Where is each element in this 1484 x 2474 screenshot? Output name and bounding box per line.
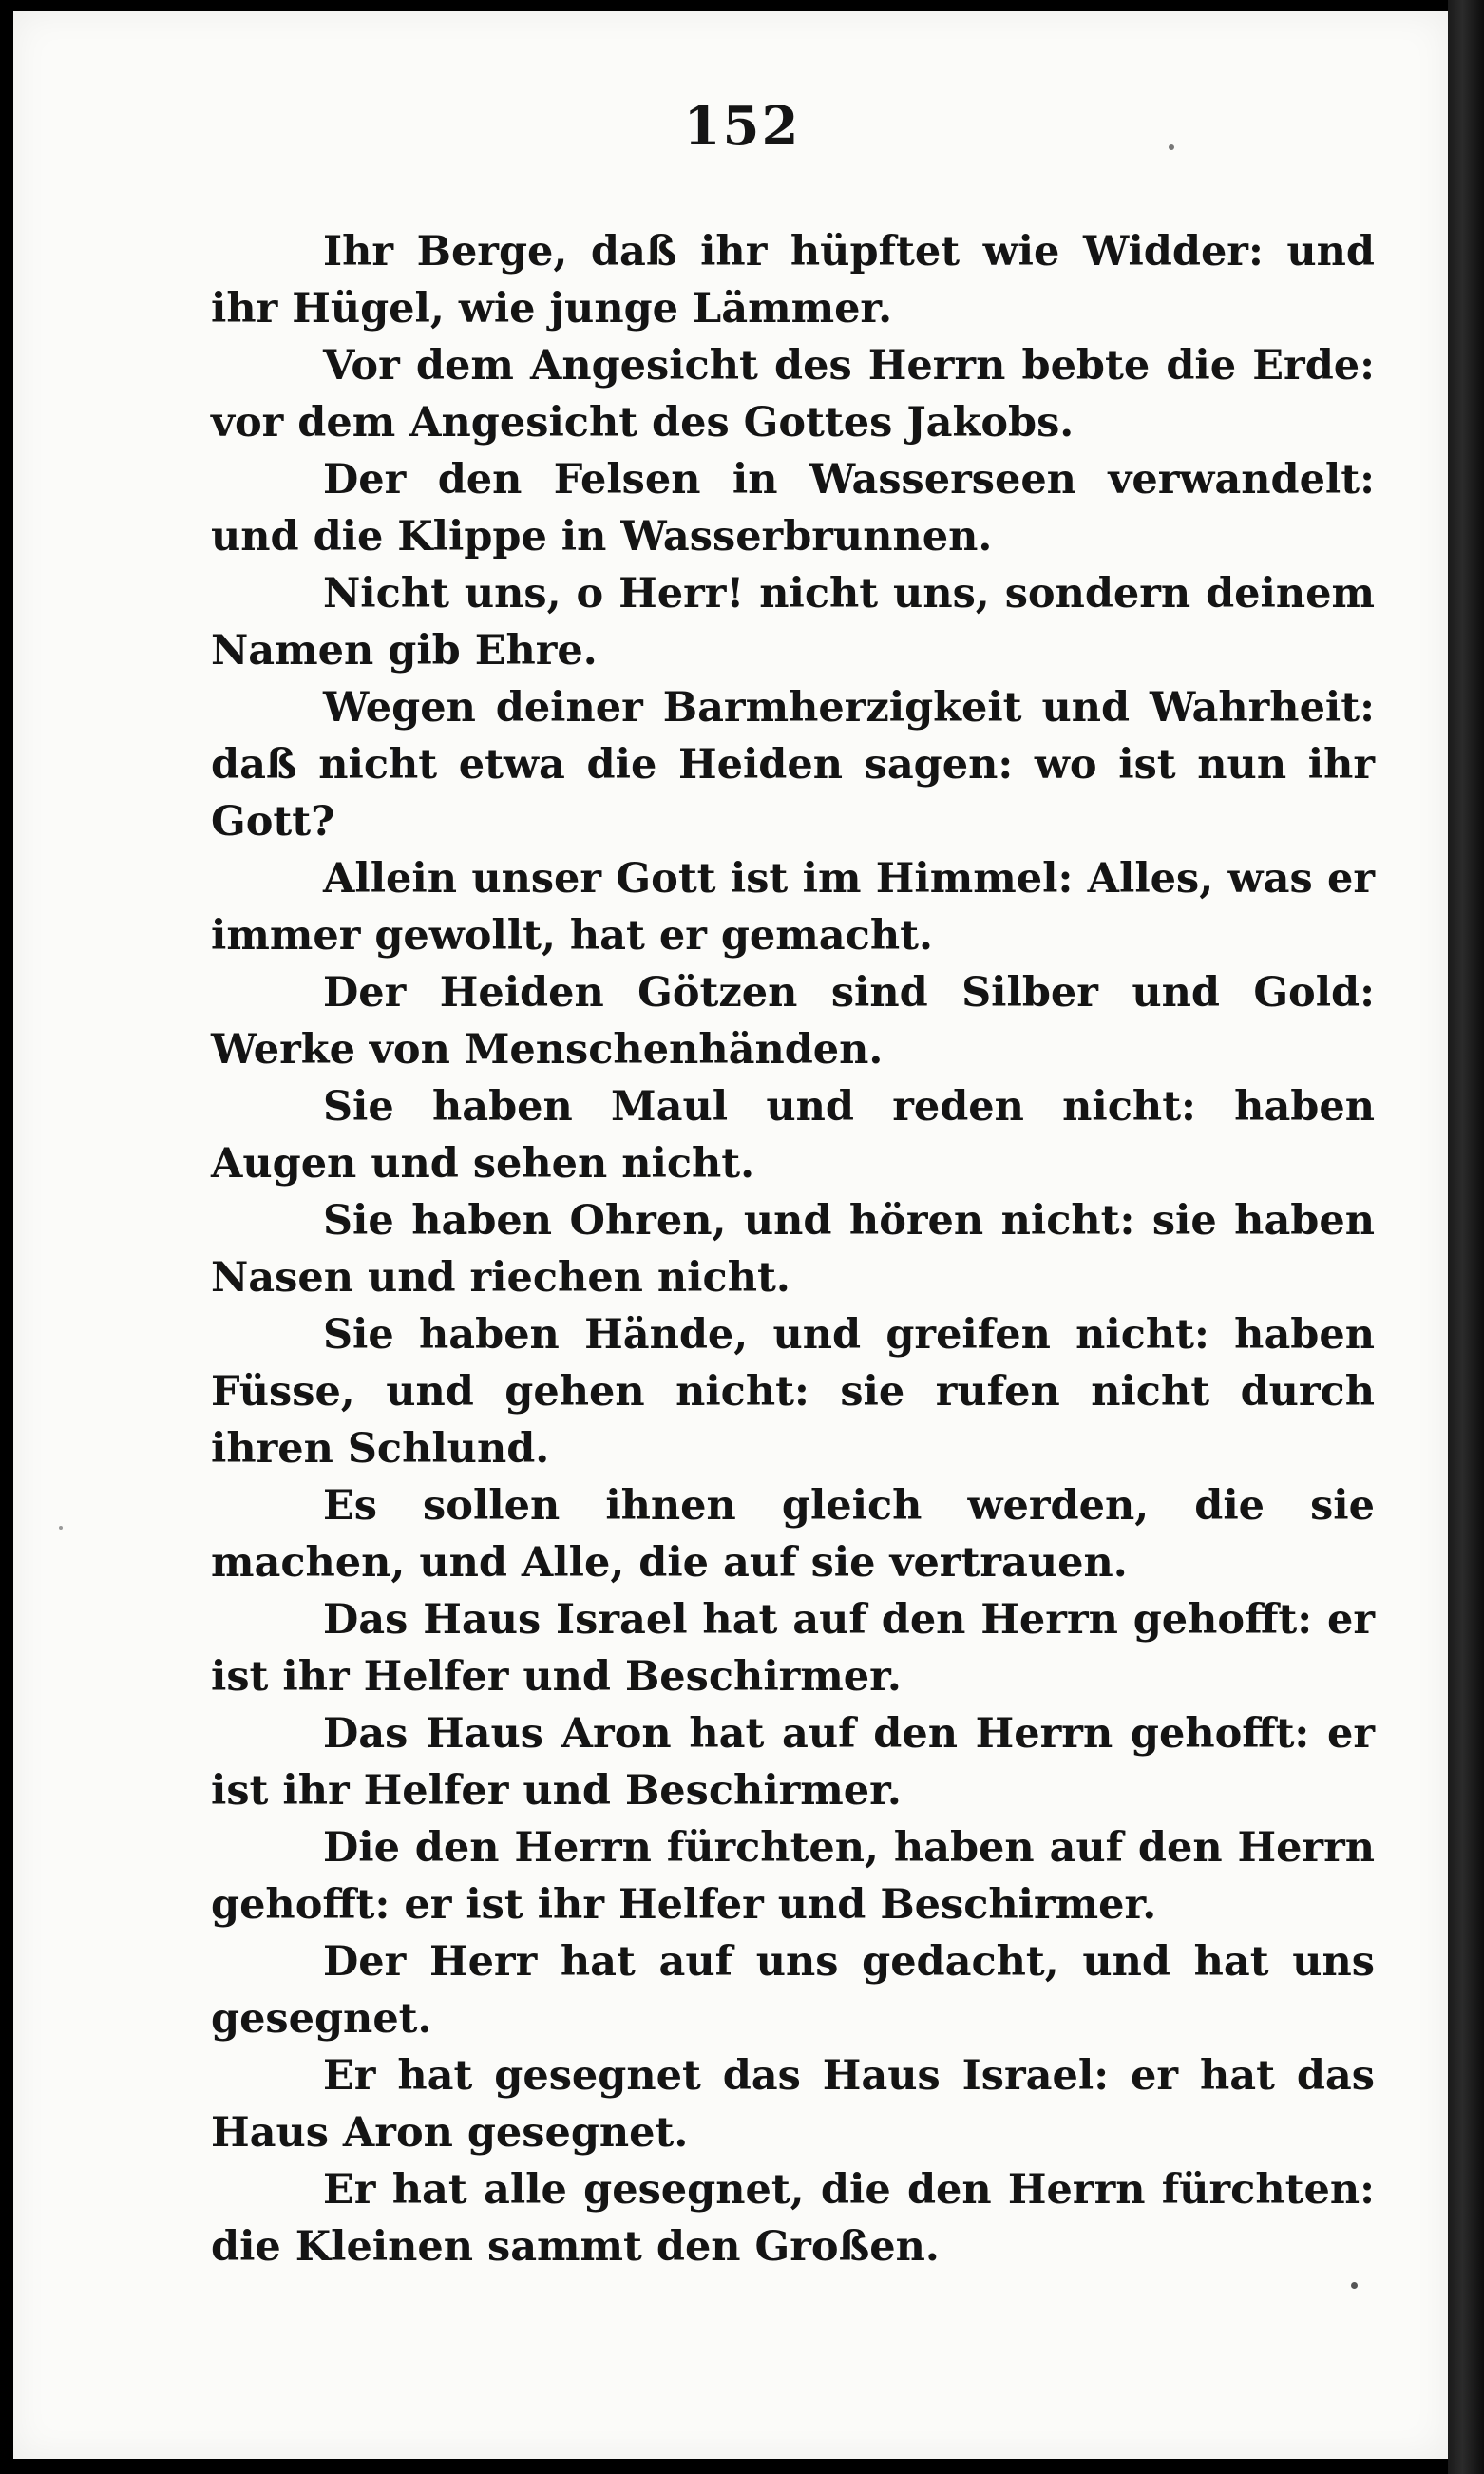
verse: Die den Herrn fürchten, haben auf den Herrn gehofft: er ist ihr Helfer und Beschirmer. — [211, 1824, 1375, 1929]
verse: Sie haben Maul und reden nicht: haben Augen und sehen nicht. — [211, 1083, 1375, 1188]
page-number: 152 — [683, 95, 801, 158]
verse: Ihr Berge, daß ihr hüpftet wie Widder: und ihr Hügel, wie junge Lämmer. — [211, 228, 1375, 333]
verse: Vor dem Angesicht des Herrn bebte die Erde: vor dem Angesicht des Gottes Jakobs. — [211, 342, 1375, 447]
verse: Allein unser Gott ist im Himmel: Alles, was er immer gewollt, hat er gemacht. — [211, 855, 1375, 960]
paper-speck — [59, 1526, 63, 1530]
verse: Er hat alle gesegnet, die den Herrn fürchten: die Kleinen sammt den Großen. — [211, 2166, 1375, 2271]
psalm-text — [211, 223, 1375, 2275]
verse: Der den Felsen in Wasserseen verwandelt: und die Klippe in Wasserbrunnen. — [211, 456, 1375, 561]
verse: Sie haben Ohren, und hören nicht: sie haben Nasen und riechen nicht. — [211, 1197, 1375, 1302]
verse: Der Herr hat auf uns gedacht, und hat uns gesegnet. — [211, 1938, 1375, 2043]
verse: Das Haus Aron hat auf den Herrn gehofft: er ist ihr Helfer und Beschirmer. — [211, 1710, 1375, 1815]
page-edge-shadow — [1448, 0, 1484, 2474]
verse: Der Heiden Götzen sind Silber und Gold: Werke von Menschenhänden. — [211, 969, 1375, 1074]
verse: Das Haus Israel hat auf den Herrn gehofft: er ist ihr Helfer und Beschirmer. — [211, 1596, 1375, 1701]
verse: Sie haben Hände, und greifen nicht: haben Füsse, und gehen nicht: sie rufen nicht durch ihren Schlund. — [211, 1311, 1375, 1473]
verse: Wegen deiner Barmherzigkeit und Wahrheit: daß nicht etwa die Heiden sagen: wo ist nun ihr Gott? — [211, 684, 1375, 846]
paper-speck — [1351, 2282, 1358, 2289]
verse: Nicht uns, o Herr! nicht uns, sondern deinem Namen gib Ehre. — [211, 570, 1375, 675]
verse: Er hat gesegnet das Haus Israel: er hat das Haus Aron gesegnet. — [211, 2052, 1375, 2157]
verse: Es sollen ihnen gleich werden, die sie machen, und Alle, die auf sie vertrauen. — [211, 1482, 1375, 1587]
